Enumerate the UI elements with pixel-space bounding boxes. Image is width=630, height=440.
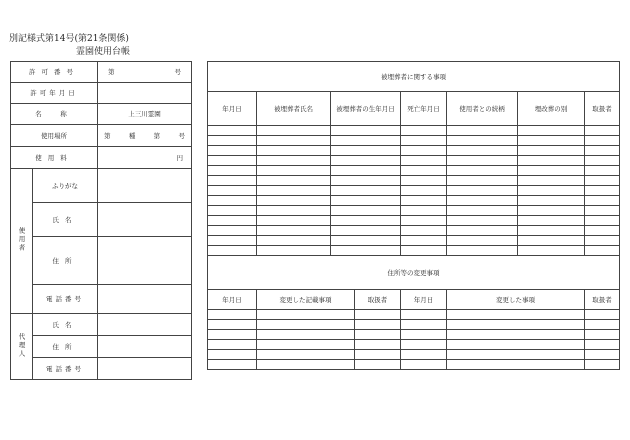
cell <box>257 176 331 186</box>
usage-info-table <box>10 61 192 380</box>
cell <box>518 156 585 166</box>
burial-header-relation: 使用者との続柄 <box>447 92 518 126</box>
address-header-date-1: 年月日 <box>208 290 257 310</box>
cell <box>585 320 620 330</box>
address-header-date-2: 年月日 <box>401 290 447 310</box>
cell <box>208 246 257 256</box>
cell <box>447 186 518 196</box>
cell <box>585 146 620 156</box>
cell <box>401 156 447 166</box>
agent-name-label: 氏名 <box>33 314 98 336</box>
cell <box>208 206 257 216</box>
cell <box>208 136 257 146</box>
permit-number-label: 許可番号 <box>11 62 98 83</box>
address-header-changed: 変更した事項 <box>447 290 585 310</box>
cell <box>518 226 585 236</box>
burial-header-name: 被埋葬者氏名 <box>257 92 331 126</box>
burial-header-type: 埋改葬の別 <box>518 92 585 126</box>
user-name-label: 氏名 <box>33 203 98 237</box>
cell <box>447 166 518 176</box>
permit-number-value <box>98 62 192 83</box>
cell <box>208 360 257 370</box>
burial-row <box>208 136 620 146</box>
cell <box>401 360 447 370</box>
cell <box>447 126 518 136</box>
cell <box>585 310 620 320</box>
burial-row <box>208 156 620 166</box>
burial-row <box>208 246 620 256</box>
cell <box>447 206 518 216</box>
cell <box>447 360 585 370</box>
cell <box>208 216 257 226</box>
address-row <box>208 310 620 320</box>
cell <box>331 196 401 206</box>
cell <box>331 206 401 216</box>
agent-group-label: 代理人 <box>11 314 33 380</box>
address-row <box>208 340 620 350</box>
cell <box>401 246 447 256</box>
cell <box>447 136 518 146</box>
cell <box>401 340 447 350</box>
cell <box>257 320 355 330</box>
agent-name-value <box>98 314 192 336</box>
cell <box>208 330 257 340</box>
cell <box>585 166 620 176</box>
cell <box>585 196 620 206</box>
cell <box>518 206 585 216</box>
cell <box>208 320 257 330</box>
cell <box>331 226 401 236</box>
cell <box>257 166 331 176</box>
cell <box>331 186 401 196</box>
cell <box>518 216 585 226</box>
cell <box>208 146 257 156</box>
permit-date-label: 許可年月日 <box>11 83 98 104</box>
burial-row <box>208 186 620 196</box>
name-label: 名 称 <box>11 104 98 125</box>
cell <box>447 176 518 186</box>
form-reference: 別記様式第14号(第21条関係) <box>9 34 129 44</box>
cell <box>585 216 620 226</box>
cell <box>208 126 257 136</box>
cell <box>401 226 447 236</box>
agent-phone-value <box>98 358 192 380</box>
cell <box>447 156 518 166</box>
user-phone-label: 電話番号 <box>33 285 98 314</box>
cell <box>447 340 585 350</box>
address-header-item: 変更した記載事項 <box>257 290 355 310</box>
cell <box>401 330 447 340</box>
cell <box>208 340 257 350</box>
burial-header-birth: 被埋葬者の生年月日 <box>331 92 401 126</box>
address-rows <box>208 310 620 370</box>
cell <box>208 350 257 360</box>
user-address-value <box>98 237 192 285</box>
cell <box>401 126 447 136</box>
burial-header-date: 年月日 <box>208 92 257 126</box>
burial-row <box>208 126 620 136</box>
cell <box>518 126 585 136</box>
cell <box>585 246 620 256</box>
location-part-1: 第 <box>104 131 111 140</box>
cell <box>585 330 620 340</box>
cell <box>447 246 518 256</box>
cell <box>257 206 331 216</box>
cell <box>585 340 620 350</box>
permit-number-prefix: 第 <box>108 68 115 76</box>
cell <box>585 226 620 236</box>
cell <box>331 166 401 176</box>
cell <box>401 206 447 216</box>
cell <box>401 350 447 360</box>
cell <box>331 146 401 156</box>
burial-row <box>208 166 620 176</box>
burial-row <box>208 236 620 246</box>
cell <box>401 146 447 156</box>
user-phone-value <box>98 285 192 314</box>
cell <box>585 126 620 136</box>
burial-rows <box>208 126 620 256</box>
cell <box>585 206 620 216</box>
name-value: 上三川霊園 <box>98 104 192 125</box>
cell <box>447 320 585 330</box>
cell <box>518 146 585 156</box>
cell <box>257 146 331 156</box>
cell <box>518 246 585 256</box>
cell <box>585 186 620 196</box>
cell <box>585 136 620 146</box>
cell <box>257 246 331 256</box>
address-section-title: 住所等の変更事項 <box>208 256 620 290</box>
address-header-row <box>208 290 620 310</box>
cell <box>401 136 447 146</box>
burial-row <box>208 226 620 236</box>
cell <box>585 156 620 166</box>
cell <box>355 320 401 330</box>
cell <box>257 216 331 226</box>
burial-row <box>208 206 620 216</box>
cell <box>585 176 620 186</box>
cell <box>331 136 401 146</box>
cell <box>355 360 401 370</box>
agent-phone-label: 電話番号 <box>33 358 98 380</box>
furigana-value <box>98 169 192 203</box>
cell <box>355 350 401 360</box>
furigana-label: ふりがな <box>33 169 98 203</box>
burial-row <box>208 176 620 186</box>
cell <box>401 176 447 186</box>
user-group-label: 使用者 <box>11 169 33 314</box>
cell <box>257 350 355 360</box>
cell <box>518 236 585 246</box>
cell <box>331 176 401 186</box>
address-row <box>208 350 620 360</box>
cell <box>518 186 585 196</box>
cell <box>518 176 585 186</box>
cell <box>257 126 331 136</box>
cell <box>257 360 355 370</box>
cell <box>401 320 447 330</box>
agent-address-label: 住所 <box>33 336 98 358</box>
burial-section-title: 被埋葬者に関する事項 <box>208 62 620 92</box>
document-title: 霊園使用台帳 <box>76 47 131 57</box>
cell <box>585 360 620 370</box>
cell <box>447 196 518 206</box>
location-part-4: 号 <box>178 131 185 140</box>
cell <box>331 126 401 136</box>
cell <box>518 136 585 146</box>
burial-row <box>208 196 620 206</box>
cell <box>447 350 585 360</box>
cell <box>257 156 331 166</box>
cell <box>208 176 257 186</box>
cell <box>401 310 447 320</box>
cell <box>401 216 447 226</box>
cell <box>208 156 257 166</box>
cell <box>331 156 401 166</box>
cell <box>257 196 331 206</box>
cell <box>208 196 257 206</box>
cell <box>257 340 355 350</box>
address-row <box>208 330 620 340</box>
user-address-label: 住所 <box>33 237 98 285</box>
address-header-handler-2: 取扱者 <box>585 290 620 310</box>
location-label: 使用場所 <box>11 125 98 147</box>
cell <box>257 330 355 340</box>
cell <box>518 166 585 176</box>
cell <box>355 330 401 340</box>
cell <box>447 216 518 226</box>
location-part-3: 第 <box>153 131 161 140</box>
permit-number-suffix: 号 <box>174 68 181 76</box>
agent-address-value <box>98 336 192 358</box>
permit-date-value <box>98 83 192 104</box>
cell <box>208 166 257 176</box>
cell <box>257 136 331 146</box>
cell <box>447 330 585 340</box>
cell <box>331 236 401 246</box>
cell <box>585 236 620 246</box>
cell <box>447 226 518 236</box>
cell <box>257 236 331 246</box>
cell <box>208 236 257 246</box>
burial-header-handler: 取扱者 <box>585 92 620 126</box>
records-table <box>207 61 620 370</box>
cell <box>585 350 620 360</box>
address-row <box>208 320 620 330</box>
cell <box>355 340 401 350</box>
fee-label: 使用料 <box>11 147 98 169</box>
cell <box>208 226 257 236</box>
cell <box>447 236 518 246</box>
cell <box>401 186 447 196</box>
burial-row <box>208 146 620 156</box>
cell <box>447 310 585 320</box>
location-value <box>98 125 192 147</box>
fee-value: 円 <box>98 147 192 169</box>
address-header-handler-1: 取扱者 <box>355 290 401 310</box>
burial-header-death: 死亡年月日 <box>401 92 447 126</box>
cell <box>257 310 355 320</box>
cell <box>208 186 257 196</box>
cell <box>355 310 401 320</box>
cell <box>401 166 447 176</box>
address-row <box>208 360 620 370</box>
cell <box>518 196 585 206</box>
cell <box>208 310 257 320</box>
cell <box>331 216 401 226</box>
cell <box>331 246 401 256</box>
cell <box>401 196 447 206</box>
user-name-value <box>98 203 192 237</box>
cell <box>401 236 447 246</box>
cell <box>257 186 331 196</box>
cell <box>257 226 331 236</box>
burial-row <box>208 216 620 226</box>
cell <box>447 146 518 156</box>
burial-header-row <box>208 92 620 126</box>
location-part-2: 種 <box>128 131 136 140</box>
